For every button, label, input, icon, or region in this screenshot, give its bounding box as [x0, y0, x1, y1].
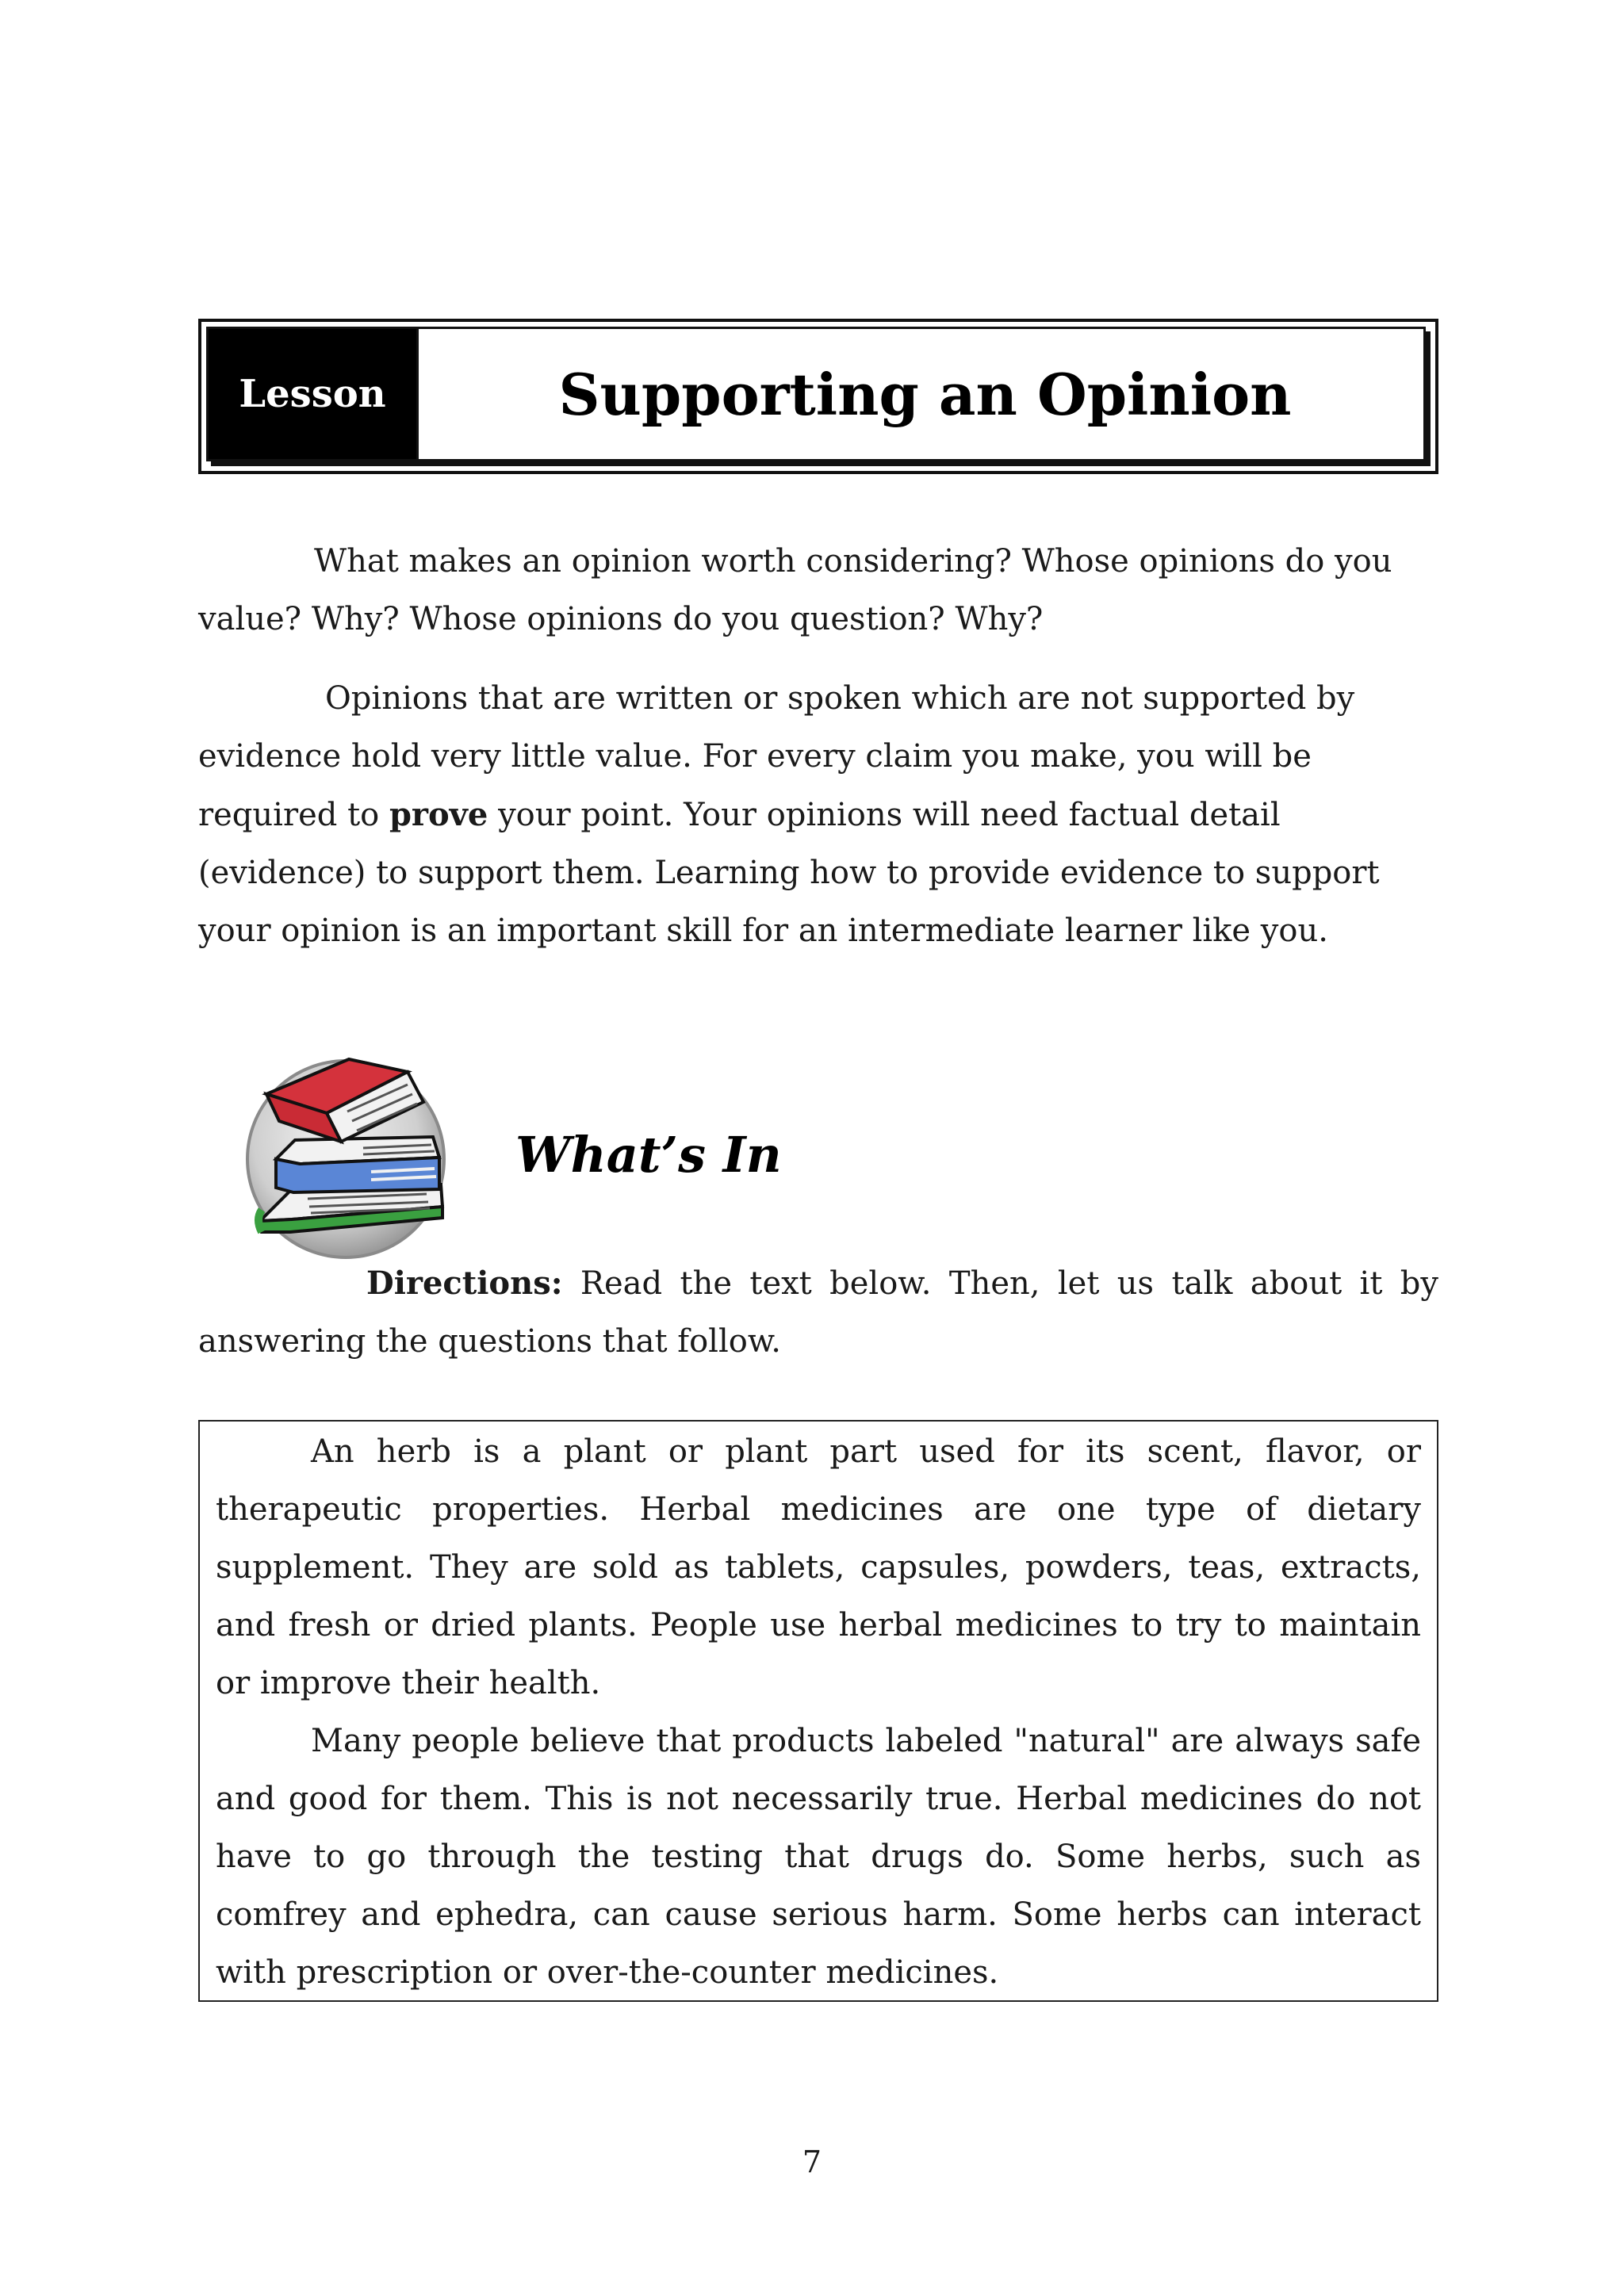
intro-paragraph-2	[198, 670, 1438, 960]
directions-text: Read the text below. Then, let us talk about it by answering the questions that follow.	[198, 1265, 1438, 1360]
reading-paragraph-1-text: An herb is a plant or plant part used for its scent, flavor, or therapeutic properties. Herbal medicines are one type of dietary supplement. They are sold as tablets, capsules, powders, teas, extracts, and fresh or dried plants. People use herbal medicines to try to maintain or improve their health.	[216, 1433, 1421, 1701]
page-number: 7	[802, 2145, 822, 2179]
intro-paragraph-2-bold: prove	[389, 796, 488, 833]
intro-paragraph-2-text-b: your point. Your opinions will need factual detail (evidence) to support them. Learning how to provide evidence to support your opinion is an important skill for an intermediate learner like you.	[198, 797, 1380, 949]
lesson-title: Supporting an Opinion	[416, 329, 1423, 459]
lesson-header-frame	[206, 327, 1426, 461]
directions-label: Directions:	[366, 1265, 563, 1302]
reading-paragraph-2-text: Many people believe that products labeled "natural" are always safe and good for them. This is not necessarily true. Herbal medicines do not have to go through the testing that drugs do. Some herbs, such as comfrey and ephedra, can cause serious harm. Some herbs can interact with prescription or over-the-counter medicines.	[216, 1723, 1421, 1991]
books-stack-icon	[244, 1048, 457, 1262]
section-heading-whats-in: What’s In	[515, 1126, 782, 1184]
reading-paragraph-1	[216, 1423, 1421, 1712]
intro-paragraph-1	[198, 533, 1438, 649]
lesson-header	[198, 319, 1438, 474]
lesson-tag: Lesson	[209, 329, 416, 459]
intro-paragraph-2-text-a: Opinions that are written or spoken which are not supported by evidence hold very little value. For every claim you make, you will be required to	[198, 680, 1355, 833]
intro-paragraph-1-text: What makes an opinion worth considering? Whose opinions do you value? Why? Whose opinions do you question? Why?	[198, 543, 1392, 637]
reading-text-box	[198, 1420, 1438, 2002]
reading-paragraph-2	[216, 1712, 1421, 2002]
directions	[198, 1254, 1438, 1371]
